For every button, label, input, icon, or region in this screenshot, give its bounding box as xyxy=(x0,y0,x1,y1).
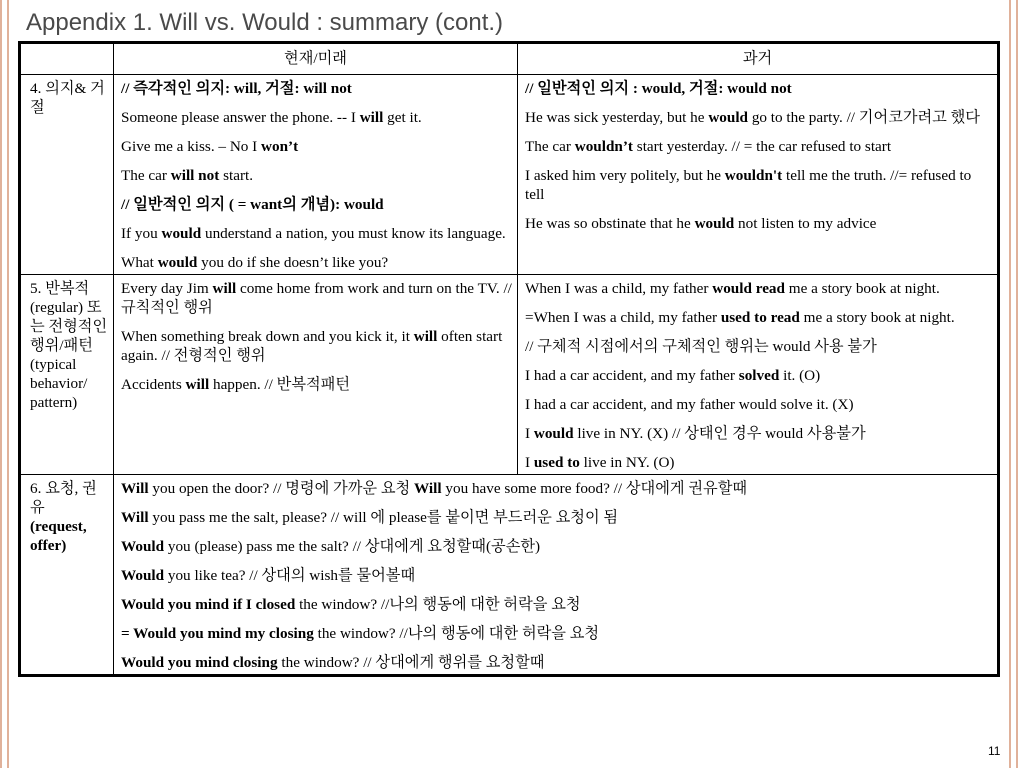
example-line: What would you do if she doesn’t like you? xyxy=(121,254,389,271)
table-row-request-offer xyxy=(20,475,999,676)
header-row xyxy=(20,43,999,75)
slide-title: Appendix 1. Will vs. Would : summary (cont.) xyxy=(26,9,504,36)
past-cell xyxy=(518,75,999,275)
table-row-will-refusal xyxy=(20,75,999,275)
row-label: 4. 의지& 거절 xyxy=(20,75,114,275)
example-line: Every day Jim will come home from work and turn on the TV. // 규칙적인 행위 xyxy=(121,280,512,316)
summary-table xyxy=(18,41,1000,677)
example-line: When I was a child, my father would read me a story book at night. xyxy=(525,280,940,297)
example-line: Would you (please) pass me the salt? // 상대에게 요청할때(공손한) xyxy=(121,538,541,555)
present-cell xyxy=(114,275,518,475)
example-line: I asked him very politely, but he wouldn't tell me the truth. //= refused to tell xyxy=(525,167,972,203)
header-past: 과거 xyxy=(518,43,999,75)
example-line: =When I was a child, my father used to read me a story book at night. xyxy=(525,309,955,326)
example-line: Give me a kiss. – No I won’t xyxy=(121,138,299,155)
example-line: When something break down and you kick it, it will often start again. // 전형적인 행위 xyxy=(121,328,503,364)
row-label: 5. 반복적(regular) 또는 전형적인 행위/패턴 (typical behavior/ pattern) xyxy=(20,275,114,475)
section-heading: // 일반적인 의지 : would, 거절: would not xyxy=(525,80,792,97)
header-present-future: 현재/미래 xyxy=(114,43,518,75)
example-line: He was sick yesterday, but he would go to the party. // 기어코가려고 했다 xyxy=(525,109,980,126)
section-heading: // 일반적인 의지 ( = want의 개념): would xyxy=(121,196,384,213)
example-line: Would you mind if I closed the window? //나의 행동에 대한 허락을 요청 xyxy=(121,596,581,613)
example-line: = Would you mind my closing the window? //나의 행동에 대한 허락을 요청 xyxy=(121,625,600,642)
table-row-repetition xyxy=(20,275,999,475)
example-line: I had a car accident, and my father would solve it. (X) xyxy=(525,396,854,413)
present-cell xyxy=(114,75,518,275)
example-line: If you would understand a nation, you must know its language. xyxy=(121,225,506,242)
request-cell xyxy=(114,475,999,676)
header-empty xyxy=(20,43,114,75)
right-decorative-border xyxy=(1009,0,1018,768)
example-line: The car wouldn’t start yesterday. // = the car refused to start xyxy=(525,138,892,155)
example-line: I used to live in NY. (O) xyxy=(525,454,675,471)
example-line: Would you like tea? // 상대의 wish를 물어볼때 xyxy=(121,567,416,584)
example-line: Accidents will happen. // 반복적패턴 xyxy=(121,376,351,393)
row-label: 6. 요청, 권유 (request, offer) xyxy=(20,475,114,676)
example-line: The car will not start. xyxy=(121,167,254,184)
example-line: Someone please answer the phone. -- I will get it. xyxy=(121,109,422,126)
example-line: I would live in NY. (X) // 상태인 경우 would 사용불가 xyxy=(525,425,866,442)
example-line: Would you mind closing the window? // 상대에게 행위를 요청할때 xyxy=(121,654,545,671)
left-decorative-border xyxy=(0,0,9,768)
example-line: I had a car accident, and my father solved it. (O) xyxy=(525,367,821,384)
page-number: 11 xyxy=(988,744,1001,758)
example-line: Will you pass me the salt, please? // will 에 please를 붙이면 부드러운 요청이 됨 xyxy=(121,509,619,526)
note-line: // 구체적 시점에서의 구체적인 행위는 would 사용 불가 xyxy=(525,338,877,355)
example-line: Will you open the door? // 명령에 가까운 요청 Will you have some more food? // 상대에게 권유할때 xyxy=(121,480,748,497)
section-heading: // 즉각적인 의지: will, 거절: will not xyxy=(121,80,352,97)
past-cell xyxy=(518,275,999,475)
example-line: He was so obstinate that he would not listen to my advice xyxy=(525,215,877,232)
